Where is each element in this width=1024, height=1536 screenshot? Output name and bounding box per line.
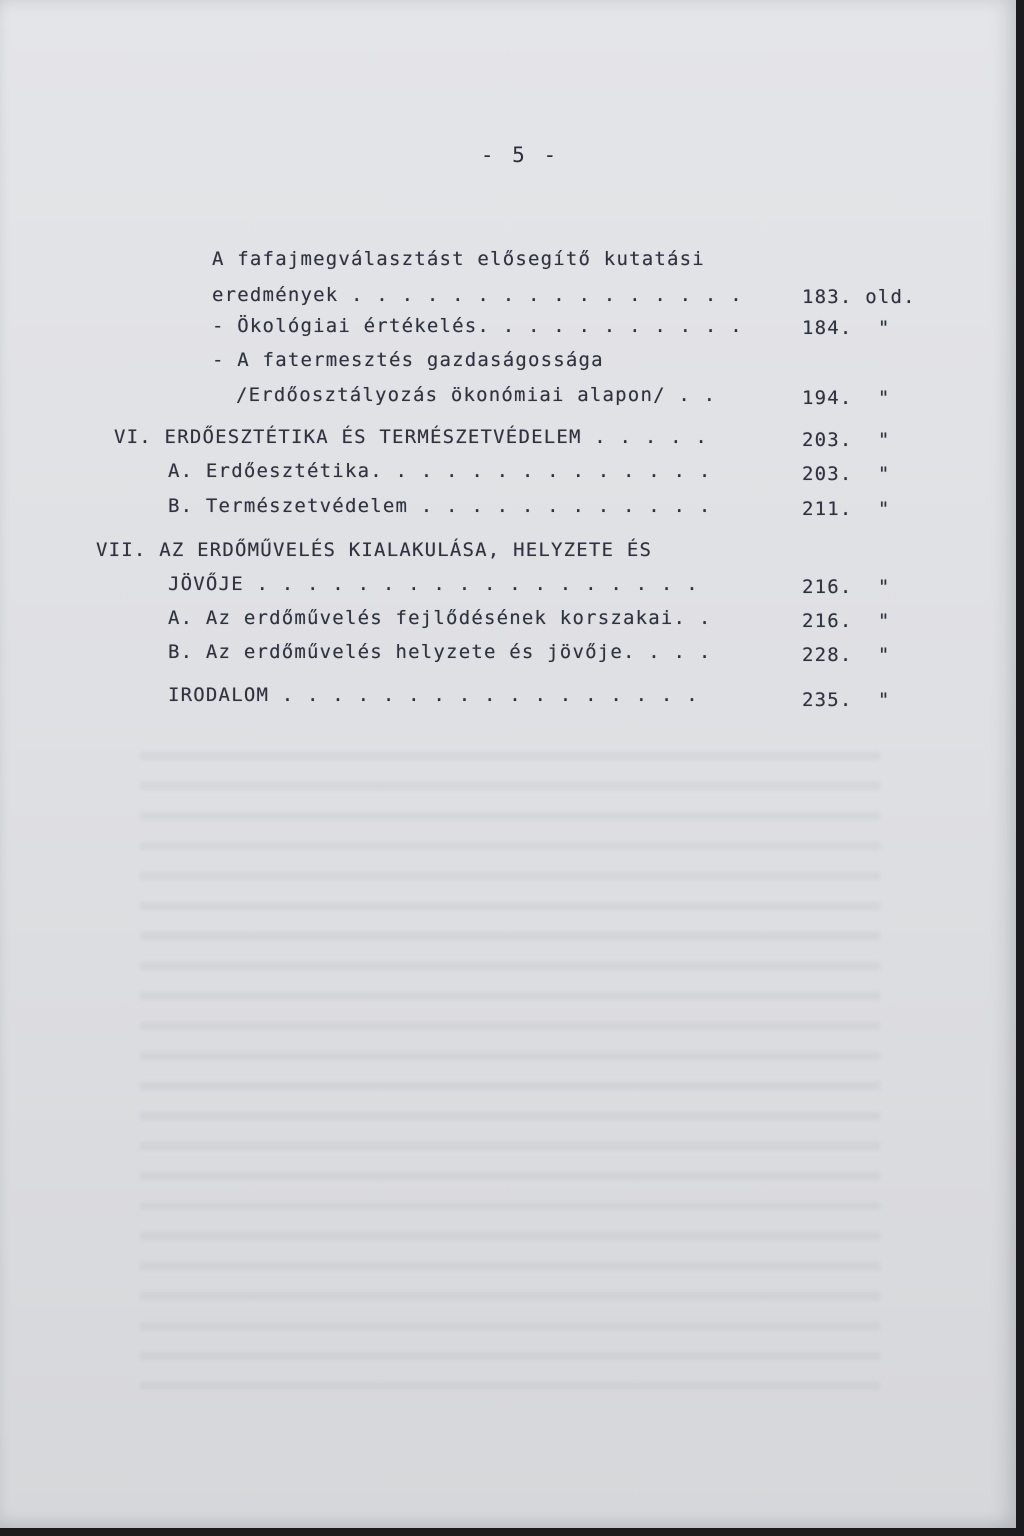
toc-entry-page: 183. old. <box>802 286 916 308</box>
toc-entry-text: A fafajmegválasztást elősegítő kutatási <box>212 248 705 270</box>
toc-entry-text: A. Az erdőművelés fejlődésének korszakai. . <box>168 607 712 629</box>
toc-entry-page: 203. " <box>802 463 891 485</box>
toc-entry-text: /Erdőosztályozás ökonómiai alapon/ . . <box>236 384 717 406</box>
page-number: - 5 - <box>480 143 560 167</box>
toc-entry-text: eredmények . . . . . . . . . . . . . . . . <box>212 284 743 306</box>
toc-entry-text: VI. ERDŐESZTÉTIKA ÉS TERMÉSZETVÉDELEM . . . . . <box>114 426 709 448</box>
toc-entry-page: 228. " <box>802 644 891 666</box>
toc-entry-text: - A fatermesztés gazdaságossága <box>212 349 604 371</box>
toc-entry-text: B. Természetvédelem . . . . . . . . . . . . <box>168 495 712 517</box>
toc-entry-page: 235. " <box>802 689 891 711</box>
toc-entry-text: JÖVŐJE . . . . . . . . . . . . . . . . . . <box>168 573 699 595</box>
toc-entry-text: B. Az erdőművelés helyzete és jövője. . . . <box>168 641 712 663</box>
toc-entry-text: VII. AZ ERDŐMŰVELÉS KIALAKULÁSA, HELYZETE ÉS <box>96 539 653 561</box>
toc-entry-text: IRODALOM . . . . . . . . . . . . . . . . . <box>168 684 699 706</box>
toc-entry-page: 211. " <box>802 498 891 520</box>
toc-entry-page: 194. " <box>802 387 891 409</box>
toc-entry-page: 216. " <box>802 610 891 632</box>
toc-entry-page: 203. " <box>802 429 891 451</box>
toc-entry-page: 184. " <box>802 317 891 339</box>
toc-entry-page: 216. " <box>802 576 891 598</box>
bleed-through-text <box>140 730 880 1410</box>
toc-entry-text: A. Erdőesztétika. . . . . . . . . . . . . . <box>168 460 712 482</box>
toc-entry-text: - Ökológiai értékelés. . . . . . . . . . . <box>212 315 743 337</box>
